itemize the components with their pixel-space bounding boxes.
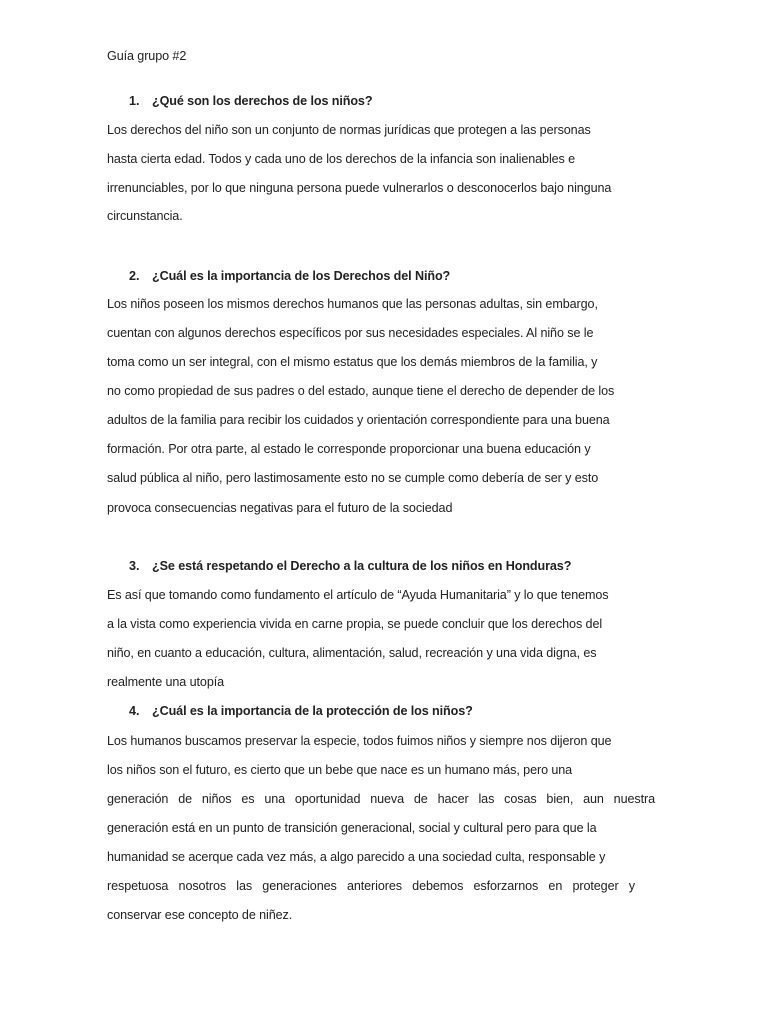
question-1-title: ¿Qué son los derechos de los niños? [152, 94, 373, 108]
answer-2-line-5: adultos de la familia para recibir los cuidados y orientación correspondiente para una buena [107, 413, 610, 427]
answer-4-line-5: humanidad se acerque cada vez más, a algo parecido a una sociedad culta, responsable y [107, 850, 606, 864]
answer-2-line-2: cuentan con algunos derechos específicos por sus necesidades especiales. Al niño se le [107, 326, 594, 340]
answer-4-line-4: generación está en un punto de transición generacional, social y cultural pero para que la [107, 821, 597, 835]
answer-1-line-2: hasta cierta edad. Todos y cada uno de los derechos de la infancia son inalienables e [107, 152, 576, 166]
answer-2-line-1: Los niños poseen los mismos derechos humanos que las personas adultas, sin embargo, [107, 297, 598, 311]
answer-3-line-3: niño, en cuanto a educación, cultura, alimentación, salud, recreación y una vida digna, es [107, 646, 597, 660]
answer-4-line-7: conservar ese concepto de niñez. [107, 908, 293, 922]
answer-2-line-8: provoca consecuencias negativas para el futuro de la sociedad [107, 501, 453, 515]
answer-4-line-2: los niños son el futuro, es cierto que un bebe que nace es un humano más, pero una [107, 763, 573, 777]
answer-1-line-3: irrenunciables, por lo que ninguna persona puede vulnerarlos o desconocerlos bajo ninguna [107, 181, 612, 195]
answer-1-line-1: Los derechos del niño son un conjunto de normas jurídicas que protegen a las personas [107, 123, 591, 137]
document-heading: Guía grupo #2 [107, 49, 187, 63]
question-2-title: ¿Cuál es la importancia de los Derechos del Niño? [152, 269, 451, 283]
answer-4-line-1: Los humanos buscamos preservar la especie, todos fuimos niños y siempre nos dijeron que [107, 734, 612, 748]
question-3-number: 3. [129, 559, 140, 573]
answer-1-line-4: circunstancia. [107, 209, 183, 223]
answer-2-line-3: toma como un ser integral, con el mismo estatus que los demás miembros de la familia, y [107, 355, 598, 369]
question-4-title: ¿Cuál es la importancia de la protección de los niños? [152, 704, 473, 718]
answer-4-line-3: generación de niños es una oportunidad nueva de hacer las cosas bien, aun nuestra [107, 792, 655, 806]
answer-3-line-1: Es así que tomando como fundamento el artículo de “Ayuda Humanitaria” y lo que tenemos [107, 588, 609, 602]
question-4-number: 4. [129, 704, 140, 718]
answer-3-line-4: realmente una utopía [107, 675, 225, 689]
answer-2-line-4: no como propiedad de sus padres o del estado, aunque tiene el derecho de depender de los [107, 384, 615, 398]
question-2-number: 2. [129, 269, 140, 283]
answer-4-line-6: respetuosa nosotros las generaciones anteriores debemos esforzarnos en proteger y [107, 879, 635, 893]
question-3-title: ¿Se está respetando el Derecho a la cultura de los niños en Honduras? [152, 559, 572, 573]
answer-3-line-2: a la vista como experiencia vivida en carne propia, se puede concluir que los derechos del [107, 617, 603, 631]
answer-2-line-6: formación. Por otra parte, al estado le corresponde proporcionar una buena educación y [107, 442, 591, 456]
answer-2-line-7: salud pública al niño, pero lastimosamente esto no se cumple como debería de ser y esto [107, 471, 599, 485]
question-1-number: 1. [129, 94, 140, 108]
